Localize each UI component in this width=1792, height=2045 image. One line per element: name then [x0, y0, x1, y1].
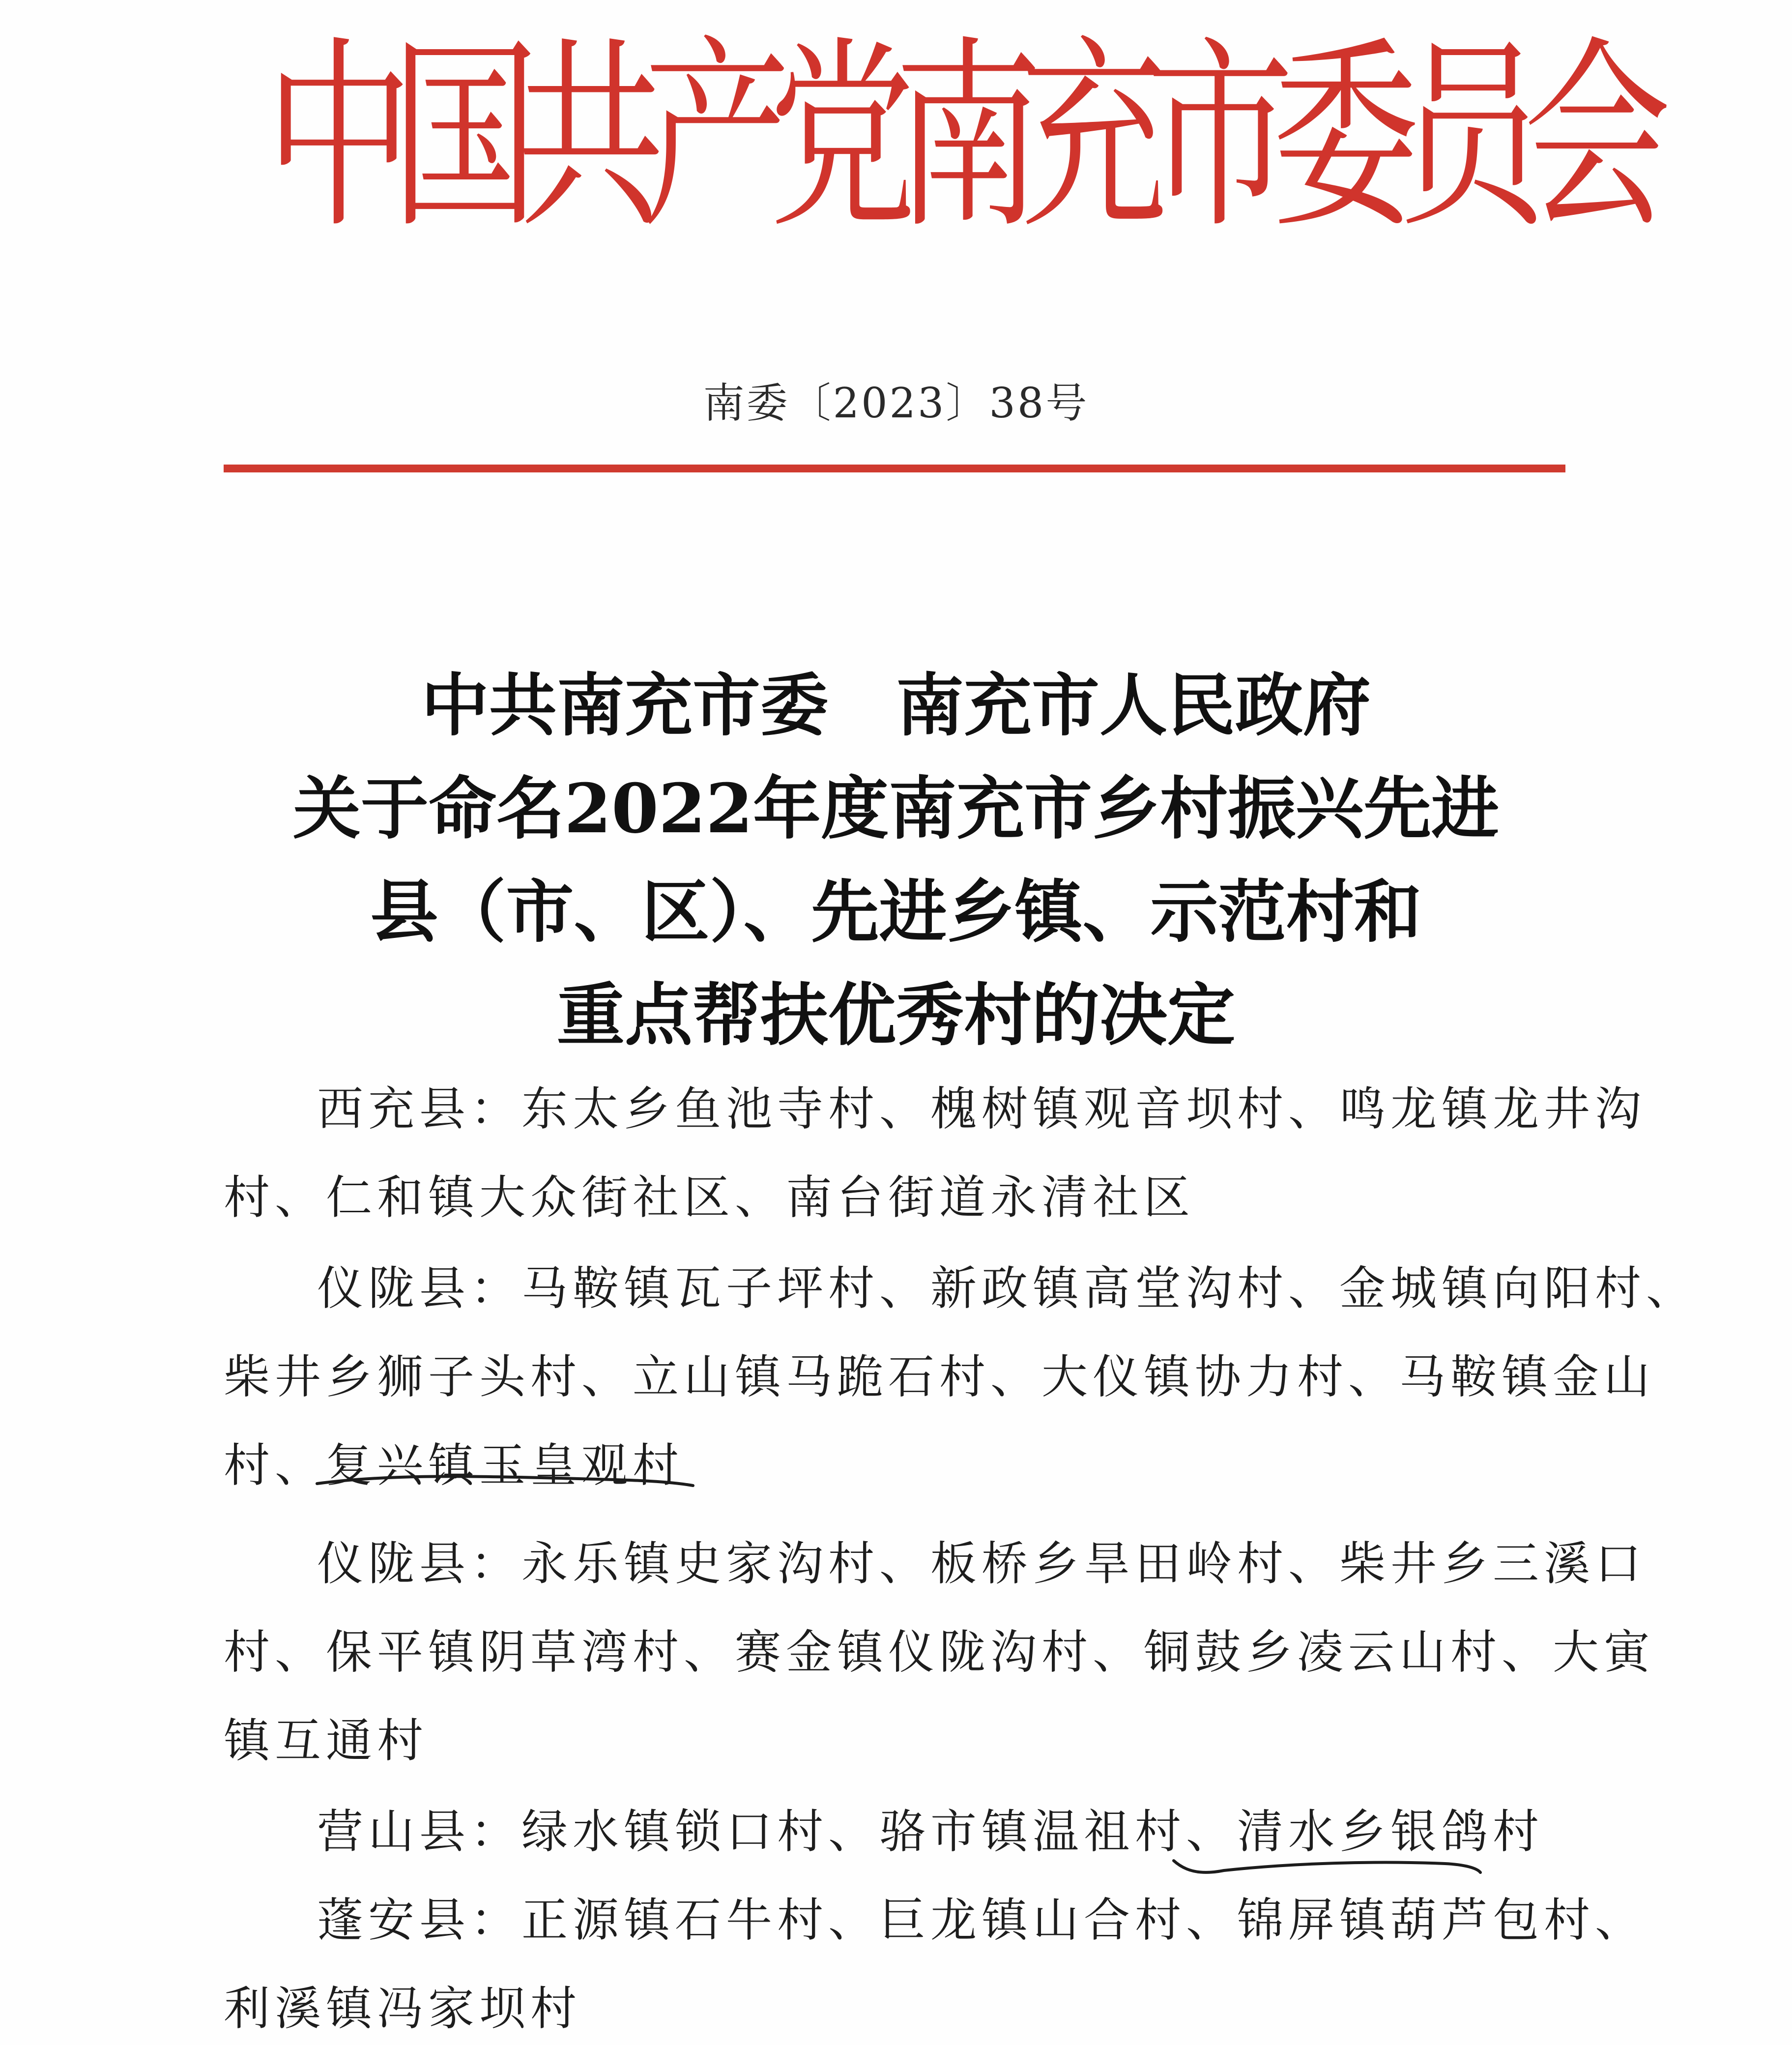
- masthead-character: 员: [1398, 19, 1545, 256]
- body-line-10: 蓬安县：正源镇石牛村、巨龙镇山合村、锦屏镇葫芦包村、: [317, 1894, 1647, 1947]
- body-line-7: 村、保平镇阴草湾村、赛金镇仪陇沟村、铜鼓乡凌云山村、大寅: [224, 1626, 1655, 1679]
- body-line-5: 村、复兴镇玉皇观村: [224, 1439, 684, 1492]
- title-line-3: 县（市、区）、先进乡镇、示范村和: [370, 872, 1422, 952]
- body-line-2: 村、仁和镇大众街社区、南台街道永清社区: [224, 1171, 1195, 1225]
- document-number: 南委〔2023〕38号: [703, 379, 1089, 427]
- body-line-6: 仪陇县：永乐镇史家沟村、板桥乡旱田岭村、柴井乡三溪口: [317, 1537, 1647, 1591]
- masthead-character: 南: [895, 19, 1042, 256]
- body-line-9: 营山县：绿水镇锁口村、骆市镇温祖村、清水乡银鸽村: [317, 1805, 1544, 1859]
- handwritten-underline-2: [1170, 1841, 1484, 1885]
- masthead-character: 国: [391, 19, 539, 256]
- masthead-character: 会: [1524, 19, 1671, 256]
- masthead-character: 充: [1020, 19, 1168, 256]
- body-line-8: 镇互通村: [224, 1714, 429, 1768]
- body-line-3: 仪陇县：马鞍镇瓦子坪村、新政镇高堂沟村、金城镇向阳村、: [317, 1262, 1698, 1315]
- title-line-4: 重点帮扶优秀村的决定: [556, 975, 1235, 1055]
- masthead-title: [265, 19, 1671, 256]
- body-line-1: 西充县：东太乡鱼池寺村、槐树镇观音坝村、鸣龙镇龙井沟: [317, 1082, 1647, 1136]
- body-line-11: 利溪镇冯家坝村: [224, 1982, 582, 2036]
- body-line-4: 柴井乡狮子头村、立山镇马跪石村、大仪镇协力村、马鞍镇金山: [224, 1350, 1655, 1404]
- masthead-character: 党: [769, 19, 916, 256]
- red-divider-line: [224, 465, 1565, 472]
- masthead-character: 委: [1272, 19, 1419, 256]
- title-line-1: 中共南充市委 南充市人民政府: [421, 665, 1371, 745]
- masthead-character: 共: [517, 19, 665, 256]
- title-line-2: 关于命名2022年度南充市乡村振兴先进: [292, 768, 1500, 848]
- masthead-character: 中: [265, 19, 413, 256]
- handwritten-underline-1: [315, 1465, 698, 1499]
- masthead-character: 市: [1146, 19, 1294, 256]
- decision-title: [147, 654, 1645, 1067]
- masthead-character: 产: [643, 19, 790, 256]
